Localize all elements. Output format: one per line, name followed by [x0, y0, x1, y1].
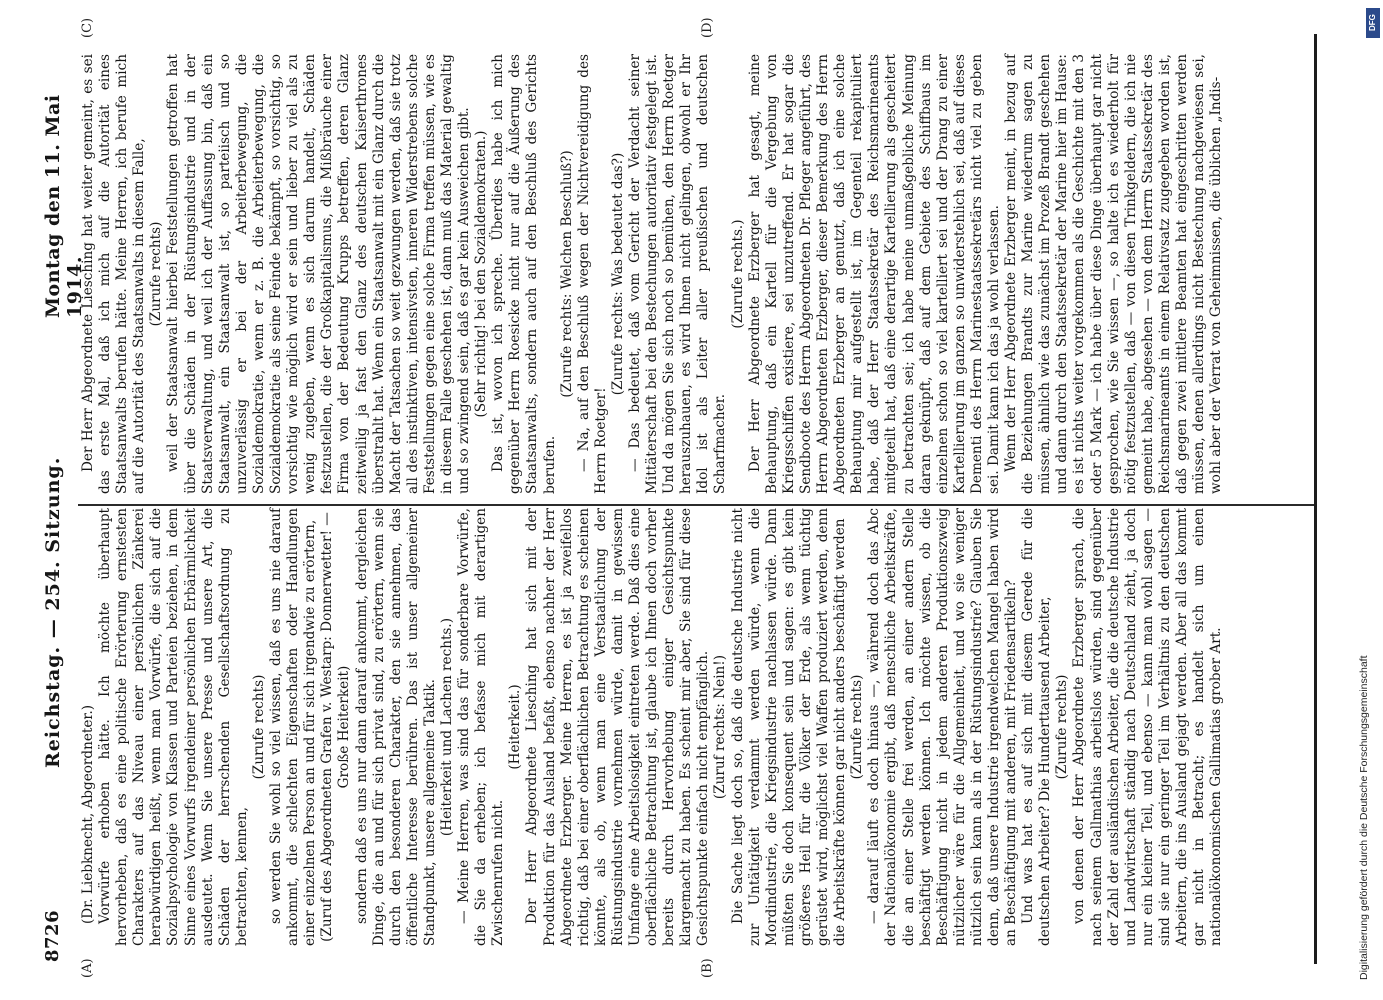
- margin-mark-c: (C): [80, 17, 95, 38]
- interjection: (Zurufe rechts): [1054, 674, 1071, 780]
- paragraph: von denen der Herr Abgeordnete Erzberger sprach, die nach seinem Gallmathias arbeitslos würden, sind gegenüber der Zahl der ausländischen Arbeiter, die die deutsche Industrie und Landwirtschaft ständig nach Deutschland zieht, ja doch nur ein kleiner Teil, und ebenso — kann man wohl sagen — sind sie nur ein geringer Teil im Verhältnis zu den deutschen Arbeitern, die ins Ausland gejagt werden. Aber all das kommt gar nicht in Betracht; es handelt sich um einen nationalökonomischen Gallimatias grober Art.: [1071, 508, 1225, 946]
- interjection: (Zurufe rechts: Welchen Beschluß?): [558, 150, 575, 398]
- page-number: 8726: [42, 909, 63, 962]
- dfg-logo: DFG: [1366, 8, 1380, 38]
- paragraph: weil der Staatsanwalt hierbei Feststellungen getroffen hat über die Schäden in der Rüstungsindustrie und in der Staatsverwaltung, und weil ich der Auffassung bin, daß ein Staatsanwalt, ein Staatsanwalt ist, so parteiisch und so unzuverlässig er bei der Arbeiterbewegung, die Sozialdemokratie, wenn er z. B. die Arbeiterbewegung, die Sozialdemokratie als seine Feinde bekämpft, so vorsichtig, so vorsichtig wie möglich wird er sein und lieber zu viel als zu wenig zugeben, wenn es sich darum handelt, Schäden festzustellen, die der Großkapitalismus, die Mißbräuche einer Firma von der Bedeutung Krupps betreffen, deren Glanz zeitweilig ja fast den Glanz des deutschen Kaiserthrones überstrahlt hat. Wenn ein Staatsanwalt mit ein Glanz durch die Macht der Tatsachen so weit gezwungen werden, daß sie trotz all des instinktiven, intensivsten, inneren Widerstrebens solche Feststellungen gegen eine solche Firma treffen müssen, wie es in diesem Falle geschehen ist, dann muß das Material gewaltig und so zwingend sein, daß es gar kein Ausweichen gibt.: [165, 54, 473, 494]
- page-header: [38, 32, 86, 968]
- right-text-column: [80, 54, 1225, 494]
- paragraph: so werden Sie wohl so viel wissen, daß es uns nie darauf ankommt, die schlechten Eigenschaften oder Handlungen einer einzelnen Person an und für sich irgendwie zu erörtern,: [268, 508, 319, 946]
- paragraph: Der Herr Abgeordnete Liesching hat sich mit der Produktion für das Ausland befaßt, ebenso nachher der Herr Abgeordnete Erzberger. Meine Herren, es ist ja zweifellos richtig, daß bei einer oberflächlichen Betrachtung es scheinen könnte, als ob, wenn man eine Verstaatlichung der Rüstungsindustrie vornehmen würde, damit in gewissem Umfange eine Arbeitslosigkeit eintreten werde. Daß dies eine oberflächliche Betrachtung ist, glaube ich Ihnen doch vorher bereits durch Hervorhebung einiger Gesichtspunkte klargemacht zu haben. Es scheint mir aber, Sie sind für diese Gesichtspunkte einfach nicht empfänglich.: [524, 508, 712, 946]
- interjection: (Zurufe rechts): [148, 221, 165, 327]
- interjection: (Zurufe rechts): [250, 674, 267, 780]
- paragraph: Wenn der Herr Abgeordnete Erzberger meint, in bezug auf die Beziehungen Brandts zur Marine wiederum sagen zu müssen, ähnlich wie das zunächst im Prozeß Brandt geschehen und dann durch den Staatssekretär der Marine hier im Hause: es ist nichts weiter vorgekommen als die Geschichte mit den 3 oder 5 Mark — ich habe über diese Dinge überhaupt gar nicht gesprochen, wie Sie wissen —, so halte ich es wiederholt für nötig festzustellen, daß — von diesen Trinkgeldern, die ich nie gemeint habe, abgesehen — von dem Herrn Staatssekretär des Reichsmarineamts in einem Relativsatz zugegeben worden ist, daß gegen zwei mittlere Beamten hat eingeschritten werden müssen, denen allerdings nicht Bestechung nachgewiesen sei, wohl aber der Verrat von Geheimnissen, die üblichen „Indis-: [1003, 54, 1225, 494]
- paragraph: Das ist, wovon ich spreche. Überdies habe ich mich gegenüber Herrn Roesicke nicht nur auf die Äußerung des Staatsanwalts, sondern auch auf den Beschluß des Gerichts berufen.: [490, 54, 558, 494]
- paragraph: — darauf läuft es doch hinaus —, während doch das Abc der Nationalökonomie ergibt, daß menschliche Arbeitskräfte, die an einer Stelle frei werden, an einer andern Stelle beschäftigt werden können. Ich möchte wissen, ob die Beschäftigung nicht in jedem anderen Produktionszweig nützlicher wäre für die Allgemeinheit, und wo sie weniger nützlich sein kann als in der Rüstungsindustrie? Glauben Sie denn, daß unsere Industrie irgendwelchen Mangel haben wird an Beschäftigung mit anderen, mit Friedensartikeln?: [866, 508, 1020, 946]
- paragraph: (Dr. Liebknecht, Abgeordneter.): [80, 704, 96, 924]
- margin-mark-b: (B): [700, 958, 715, 978]
- paragraph: Vorwürfe erhoben hätte. Ich möchte überhaupt hervorheben, daß es eine politische Erörterung ernstesten Charakters auf das Niveau einer persönlichen Zänkerei herabwürdigen heißt, wenn man Vorwürfe, die sich auf die Sozialpsychologie von Klassen und Parteien beziehen, in dem Sinne eines Vorwurfs irgendeiner persönlichen Erbärmlichkeit ausdeutet. Wenn Sie unsere Presse und unsere Art, die Schäden der herrschenden Gesellschaftsordnung zu betrachten, kennen,: [97, 508, 250, 946]
- margin-mark-d: (D): [700, 17, 715, 38]
- margin-mark-a: (A): [80, 958, 95, 978]
- paragraph: Und was hat es auf sich mit diesem Gerede für die deutschen Arbeiter? Die Hunderttausend Arbeiter,: [1020, 508, 1054, 946]
- paragraph: — Na, auf den Beschluß wegen der Nichtvereidigung des Herrn Roetger!: [575, 54, 609, 494]
- paragraph: — Meine Herren, was sind das für sonderbare Vorwürfe, die Sie da erheben; ich befasse mich mit derartigen Zwischenrufen nicht.: [456, 508, 507, 946]
- funding-note: Digitalisierung gefördert durch die Deutsche Forschungsgemeinschaft: [1358, 655, 1370, 980]
- interjection: (Zurufe rechts.): [729, 219, 746, 329]
- interjection: (Heiterkeit.): [507, 684, 524, 770]
- paragraph: — Das bedeutet, daß vom Gericht der Verdacht seiner Mittäterschaft bei den Bestechungen autoritativ festgelegt ist. Und da mögen Sie sich noch so bemühen, den Herrn Roetger herauszuhauen, es wird Ihnen nicht gelingen, obwohl er Ihr Idol ist als Leiter aller preußischen und deutschen Scharfmacher.: [627, 54, 729, 494]
- session-date: Montag den 11. Mai 1914.: [42, 94, 86, 318]
- paragraph: Der Herr Abgeordnete Liesching hat weiter gemeint, es sei das erste Mal, daß ich mich auf die Autorität eines Staatsanwalts berufen hätte. Meine Herren, ich berufe mich auf die Autorität des Staatsanwalts in diesem Falle,: [80, 54, 148, 494]
- interjection: (Zurufe rechts): [849, 674, 866, 780]
- column-divider: [78, 504, 1314, 506]
- header-rule: [1314, 34, 1317, 964]
- paragraph: Der Herr Abgeordnete Erzberger hat gesagt, meine Behauptung, daß ein Kartell für die Vergebung von Kriegsschiffen existiere, sei unzutreffend. Er hat sogar die Sendboote des Herrn Abgeordneten Dr. Pfleger angeführt, des Herrn Abgeordneten Erzberger, dieser Bemerkung des Herrn Abgeordneten Erzberger an genutzt, daß ich eine solche Behauptung mir aufgestellt ist, im Gegenteil rekapituliert habe, daß der Herr Staatssekretär des Reichsmarineamts mitgeteilt hat, daß eine derartige Kartellierung als gescheitert zu betrachten sei; ich habe meine unmaßgebliche Meinung daran geknüpft, daß auf dem Gebiete des Schiffbaus im einzelnen schon so viel kartelliert sei und der Drang zu einer Kartellierung im ganzen so unwiderstehlich sei, daß auf dieses Dementi des Herrn Marinestaatssekretärs nicht viel zu geben sei. Damit kann ich das ja wohl verlassen.: [746, 54, 1002, 494]
- running-title: Reichstag. — 254. Sitzung.: [42, 456, 64, 768]
- interjection: (Zuruf rechts: Nein!): [712, 654, 729, 800]
- digitization-footer: [1358, 655, 1382, 981]
- paragraph: Die Sache liegt doch so, daß die deutsche Industrie nicht zur Untätigkeit verdammt werden würde, wenn die Mordindustrie, die Kriegsindustrie nachlassen würde. Dann müßten Sie doch konsequent sein und sagen: es gibt kein größeres Heil für die Völker der Erde, als wenn tüchtig gerüstet wird, möglichst viel Waffen produziert werden, denn die Arbeitskräfte können gar nicht anders beschäftigt werden: [729, 508, 849, 946]
- interjection: (Heiterkeit und Lachen rechts.): [438, 617, 455, 837]
- paragraph: sondern daß es uns nur dann darauf ankommt, dergleichen Dinge, die an und für sich privat sind, zu erörtern, wenn sie durch den besonderen Charakter, den sie annehmen, das öffentliche Interesse berühren. Das ist unser allgemeiner Standpunkt, unsere allgemeine Taktik.: [353, 508, 438, 946]
- interjection: (Zuruf des Abgeordneten Grafen v. Westarp: Donnerwetter! — Große Heiterkeit): [319, 512, 353, 942]
- interjection: (Zurufe rechts: Was bedeutet das?): [609, 152, 626, 396]
- left-text-column: [80, 508, 1225, 946]
- interjection: (Sehr richtig! bei den Sozialdemokraten.): [473, 130, 490, 418]
